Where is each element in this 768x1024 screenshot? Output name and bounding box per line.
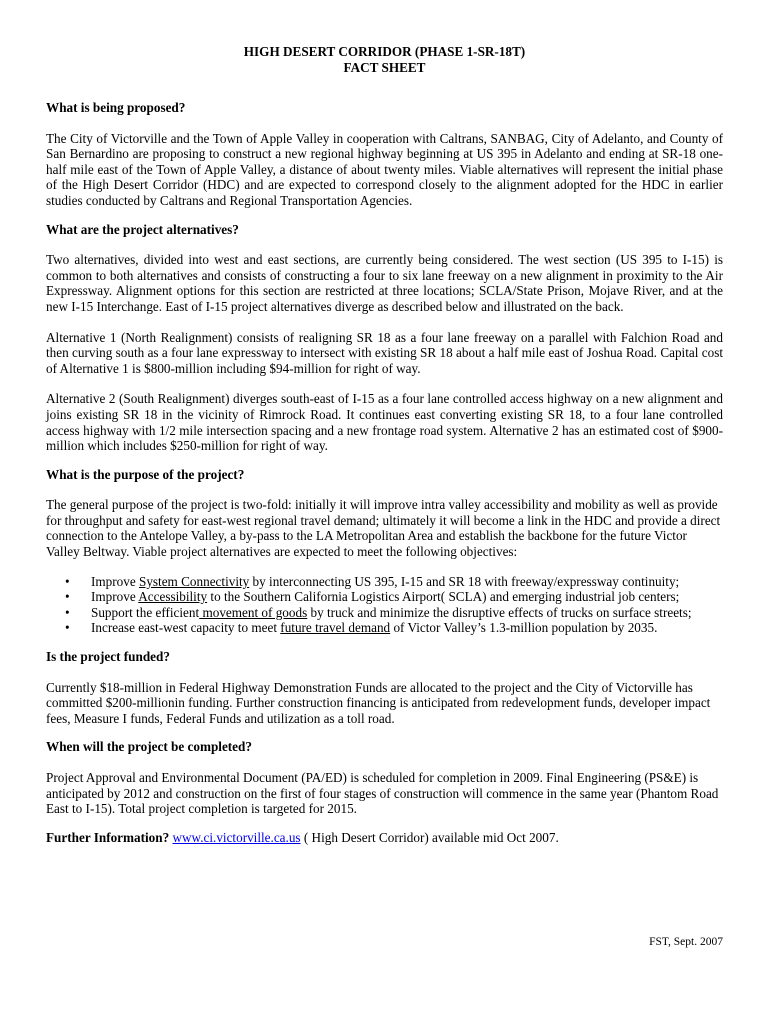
bullet-text-pre: Increase east-west capacity to meet xyxy=(91,620,281,636)
title-line-2: FACT SHEET xyxy=(343,60,426,75)
bullet-text-pre: Improve xyxy=(91,589,139,605)
heading-funded: Is the project funded? xyxy=(46,649,170,665)
bullet-icon: • xyxy=(65,589,70,605)
bullet-text-post: by truck and minimize the disruptive effects of trucks on surface streets; xyxy=(307,604,692,620)
heading-proposed: What is being proposed? xyxy=(46,100,186,115)
bullet-text-post: to the Southern California Logistics Airport( SCLA) and emerging industrial job centers; xyxy=(207,589,680,605)
title-line-1: HIGH DESERT CORRIDOR (PHASE 1-SR-18T) xyxy=(243,44,526,59)
bullet-icon: • xyxy=(65,573,70,589)
bullet-text-pre: Support the efficient xyxy=(91,604,200,620)
bullet-underlined-term: Accessibility xyxy=(138,589,208,605)
bullet-underlined-term: movement of goods xyxy=(199,604,308,620)
paragraph-proposed: The City of Victorville and the Town of Apple Valley in cooperation with Caltrans, SANBAG, City of Adelanto, and County of San Bernardino are proposing to construct a new regional highway beginning at US 395 in Adelanto and ending at SR-18 one-half mile east of the Town of Apple Valley, a distance of about twenty miles. Viable alternatives will represent the initial phase of the High Desert Corridor (HDC) and are expected to correspond closely to the alignment adopted for the HDC in earlier studies conducted by Caltrans and Regional Transportation Agencies. xyxy=(46,130,723,208)
victorville-website-link[interactable]: www.ci.victorville.ca.us xyxy=(172,829,301,845)
bullet-icon: • xyxy=(65,604,70,620)
fact-sheet-page xyxy=(46,44,723,845)
further-information-suffix: ( High Desert Corridor) available mid Oct 2007. xyxy=(300,829,559,845)
further-information-label: Further Information? xyxy=(46,829,170,845)
paragraph-completed: Project Approval and Environmental Document (PA/ED) is scheduled for completion in 2009. Final Engineering (PS&E) is anticipated by 2012 and construction on the first of four stages of construction will commence in the same year (Phantom Road East to I-15). Total project completion is targeted for 2015. xyxy=(46,770,719,817)
further-information-line xyxy=(46,830,723,846)
paragraph-alternative-1: Alternative 1 (North Realignment) consists of realigning SR 18 as a four lane freeway on a parallel with Falchion Road and then curving south as a four lane expressway to intersect with existing SR 18 about a half mile east of Joshua Road. Capital cost of Alternative 1 is $800-million including $94-million for right of way. xyxy=(46,329,723,376)
list-item xyxy=(46,605,723,621)
bullet-text-pre: Improve xyxy=(91,573,139,589)
list-item xyxy=(46,574,723,590)
heading-completed: When will the project be completed? xyxy=(46,739,252,755)
bullet-underlined-term: System Connectivity xyxy=(138,573,250,589)
bullet-text-post: by interconnecting US 395, I-15 and SR 18 with freeway/expressway continuity; xyxy=(249,573,680,589)
heading-purpose: What is the purpose of the project? xyxy=(46,466,245,482)
list-item xyxy=(46,620,723,636)
paragraph-alternatives-intro: Two alternatives, divided into west and east sections, are currently being considered. The west section (US 395 to I-15) is common to both alternatives and consists of constructing a four to six lane freeway on a new alignment in proximity to the Air Expressway. Alignment options for this section are restricted at three locations; SCLA/State Prison, Mojave River, and at the new I-15 Interchange. East of I-15 project alternatives diverge as described below and illustrated on the back. xyxy=(46,252,723,314)
bullet-underlined-term: future travel demand xyxy=(280,620,391,636)
paragraph-alternative-2: Alternative 2 (South Realignment) diverges south-east of I-15 as a four lane controlled access highway on a new alignment and joins existing SR 18 in the vicinity of Rimrock Road. It continues east converting existing SR 18, to a four lane controlled access highway with 1/2 mile intersection spacing and a new frontage road system. Alternative 2 has an estimated cost of $900-million which includes $250-million for right of way. xyxy=(46,391,723,454)
list-item xyxy=(46,589,723,605)
heading-alternatives: What are the project alternatives? xyxy=(46,221,239,237)
bullet-text-post: of Victor Valley’s 1.3-million population by 2035. xyxy=(390,620,658,636)
paragraph-funded: Currently $18-million in Federal Highway Demonstration Funds are allocated to the project and the City of Victorville has committed $200-millionin funding. Further construction financing is anticipated from redevelopment funds, developer impact fees, Measure I funds, Federal Funds and utilization as a toll road. xyxy=(46,679,711,726)
objectives-list xyxy=(46,574,723,636)
bullet-icon: • xyxy=(65,620,70,636)
footer-date: FST, Sept. 2007 xyxy=(649,936,723,948)
paragraph-purpose: The general purpose of the project is two-fold: initially it will improve intra valley accessibility and mobility as well as provide for throughput and safety for east-west regional travel demand; ultimately it will become a link in the HDC and provide a direct connection to the Antelope Valley, a by-pass to the LA Metropolitan Area and establish the backbone for the future Victor Valley Beltway. Viable project alternatives are expected to meet the following objectives: xyxy=(46,497,721,560)
